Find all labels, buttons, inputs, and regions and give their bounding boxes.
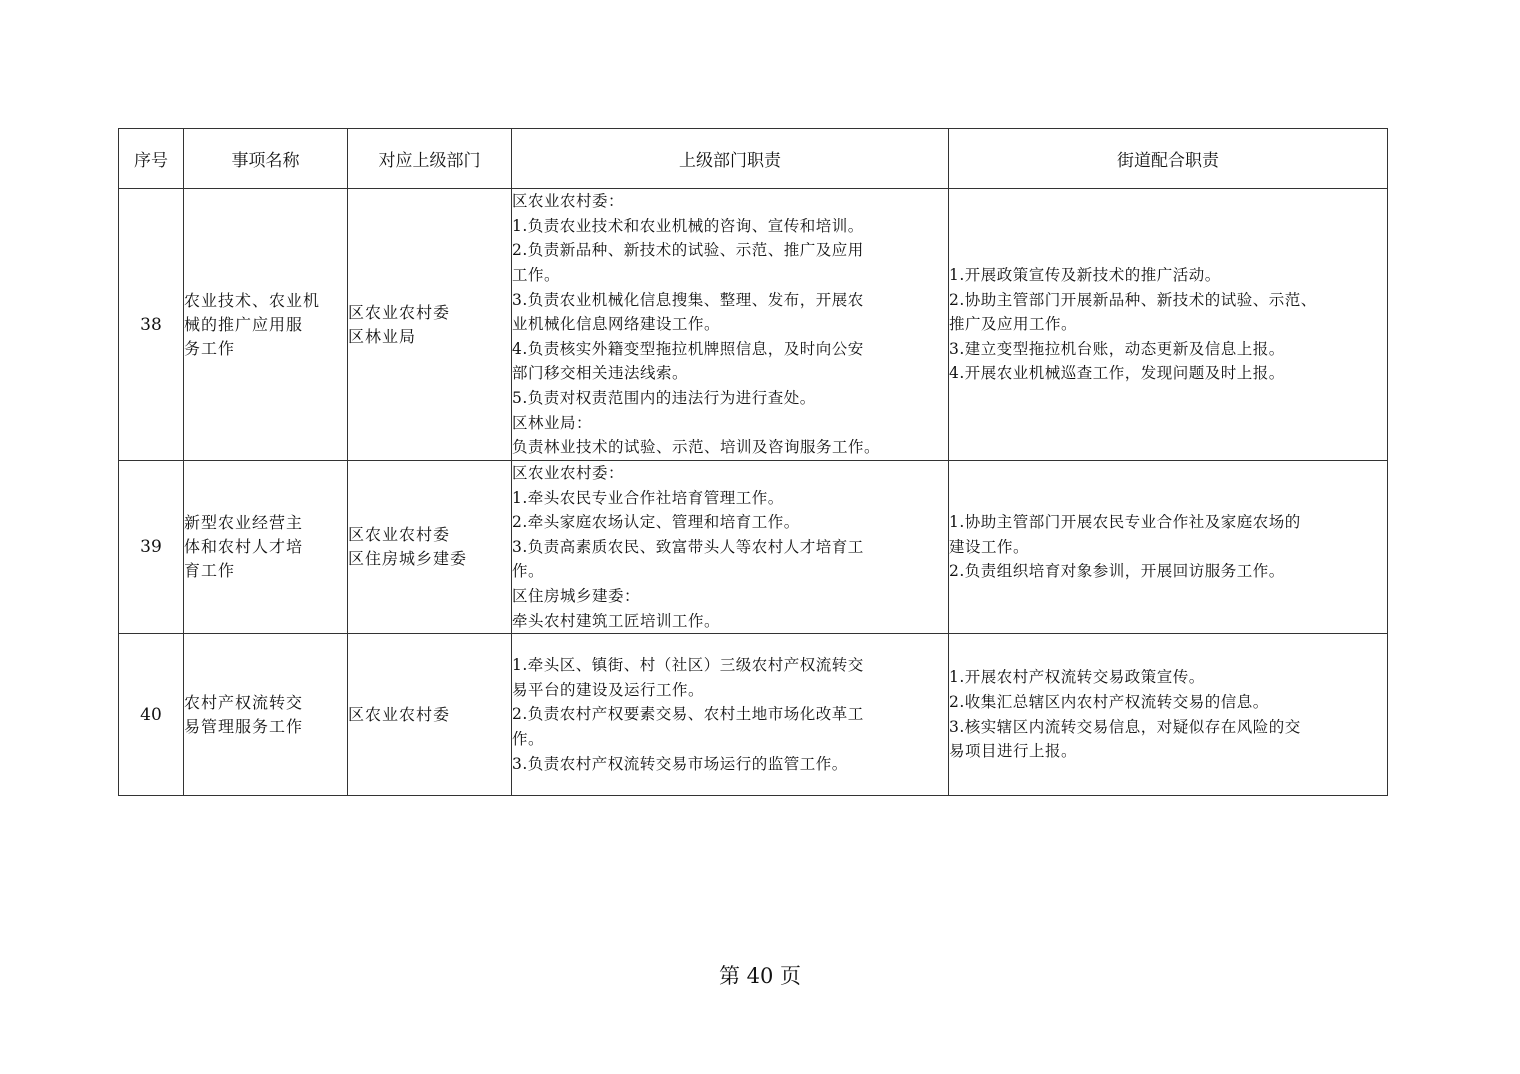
row-superior-duty <box>512 461 949 634</box>
assist-line: 3.核实辖区内流转交易信息，对疑似存在风险的交 <box>949 717 1301 736</box>
assist-line: 1.开展农村产权流转交易政策宣传。 <box>949 668 1205 687</box>
row-superior-dept <box>348 461 512 634</box>
dept-line: 区农业农村委 <box>348 302 451 322</box>
duty-line: 5.负责对权责范围内的违法行为进行查处。 <box>512 388 816 407</box>
duty-line: 2.牵头家庭农场认定、管理和培育工作。 <box>512 513 800 532</box>
name-line: 农业技术、农业机 <box>184 290 321 310</box>
duty-line: 作。 <box>512 562 545 581</box>
duty-line: 4.负责核实外籍变型拖拉机牌照信息，及时向公安 <box>512 339 864 358</box>
assist-line: 2.协助主管部门开展新品种、新技术的试验、示范、 <box>949 290 1317 309</box>
table-row <box>119 189 1388 461</box>
duty-line: 业机械化信息网络建设工作。 <box>512 315 721 334</box>
duty-line: 工作。 <box>512 266 561 285</box>
duty-line: 区农业农村委： <box>512 192 625 211</box>
duty-line: 区农业农村委： <box>512 464 625 482</box>
row-superior-dept <box>348 634 512 796</box>
dept-line: 区林业局 <box>348 326 417 346</box>
row-street-duty <box>949 634 1388 796</box>
duty-line: 负责林业技术的试验、示范、培训及咨询服务工作。 <box>512 438 881 457</box>
row-superior-duty <box>512 189 949 461</box>
table-row <box>119 634 1388 796</box>
duty-line: 牵头农村建筑工匠培训工作。 <box>512 611 721 630</box>
row-item-name <box>184 461 348 634</box>
row-street-duty <box>949 461 1388 634</box>
assist-line: 3.建立变型拖拉机台账，动态更新及信息上报。 <box>949 339 1285 358</box>
assist-line: 1.开展政策宣传及新技术的推广活动。 <box>949 266 1221 285</box>
row-num: 39 <box>119 461 184 634</box>
assist-line: 2.收集汇总辖区内农村产权流转交易的信息。 <box>949 693 1269 712</box>
row-item-name <box>184 634 348 796</box>
duty-line: 1.牵头农民专业合作社培育管理工作。 <box>512 488 784 507</box>
assist-line: 推广及应用工作。 <box>949 315 1078 334</box>
assist-line: 1.协助主管部门开展农民专业合作社及家庭农场的 <box>949 513 1301 532</box>
duty-line: 3.负责高素质农民、致富带头人等农村人才培育工 <box>512 537 864 556</box>
assist-line: 建设工作。 <box>949 537 1030 556</box>
name-line: 务工作 <box>184 338 236 358</box>
table-row <box>119 461 1388 634</box>
duty-table <box>118 128 1388 796</box>
table-header-row <box>119 129 1388 189</box>
name-line: 易管理服务工作 <box>184 716 304 736</box>
header-street-duty: 街道配合职责 <box>949 129 1388 189</box>
duty-line: 3.负责农村产权流转交易市场运行的监管工作。 <box>512 754 848 773</box>
dept-line: 区住房城乡建委 <box>348 549 468 569</box>
duty-line: 易平台的建设及运行工作。 <box>512 680 705 699</box>
duty-line: 2.负责新品种、新技术的试验、示范、推广及应用 <box>512 241 864 260</box>
name-line: 育工作 <box>184 561 236 581</box>
duty-line: 作。 <box>512 729 545 748</box>
name-line: 新型农业经营主 <box>184 513 304 533</box>
row-num: 40 <box>119 634 184 796</box>
row-num: 38 <box>119 189 184 461</box>
duty-line: 1.负责农业技术和农业机械的咨询、宣传和培训。 <box>512 216 864 235</box>
duty-line: 部门移交相关违法线索。 <box>512 364 689 383</box>
assist-line: 2.负责组织培育对象参训，开展回访服务工作。 <box>949 562 1285 581</box>
duty-line: 2.负责农村产权要素交易、农村土地市场化改革工 <box>512 705 864 724</box>
header-num: 序号 <box>119 129 184 189</box>
duty-line: 区住房城乡建委： <box>512 586 641 605</box>
duty-line: 3.负责农业机械化信息搜集、整理、发布，开展农 <box>512 290 864 309</box>
header-superior-duty: 上级部门职责 <box>512 129 949 189</box>
dept-line: 区农业农村委 <box>348 704 451 724</box>
row-superior-duty <box>512 634 949 796</box>
assist-line: 4.开展农业机械巡查工作，发现问题及时上报。 <box>949 364 1285 383</box>
row-item-name <box>184 189 348 461</box>
dept-line: 区农业农村委 <box>348 525 451 545</box>
header-item-name: 事项名称 <box>184 129 348 189</box>
header-superior-dept: 对应上级部门 <box>348 129 512 189</box>
duty-line: 区林业局： <box>512 413 593 432</box>
row-superior-dept <box>348 189 512 461</box>
name-line: 械的推广应用服 <box>184 314 304 334</box>
name-line: 体和农村人才培 <box>184 537 304 557</box>
duty-line: 1.牵头区、镇街、村（社区）三级农村产权流转交 <box>512 656 864 675</box>
page-number: 第 40 页 <box>718 964 802 988</box>
assist-line: 易项目进行上报。 <box>949 742 1078 761</box>
name-line: 农村产权流转交 <box>184 692 304 712</box>
row-street-duty <box>949 189 1388 461</box>
